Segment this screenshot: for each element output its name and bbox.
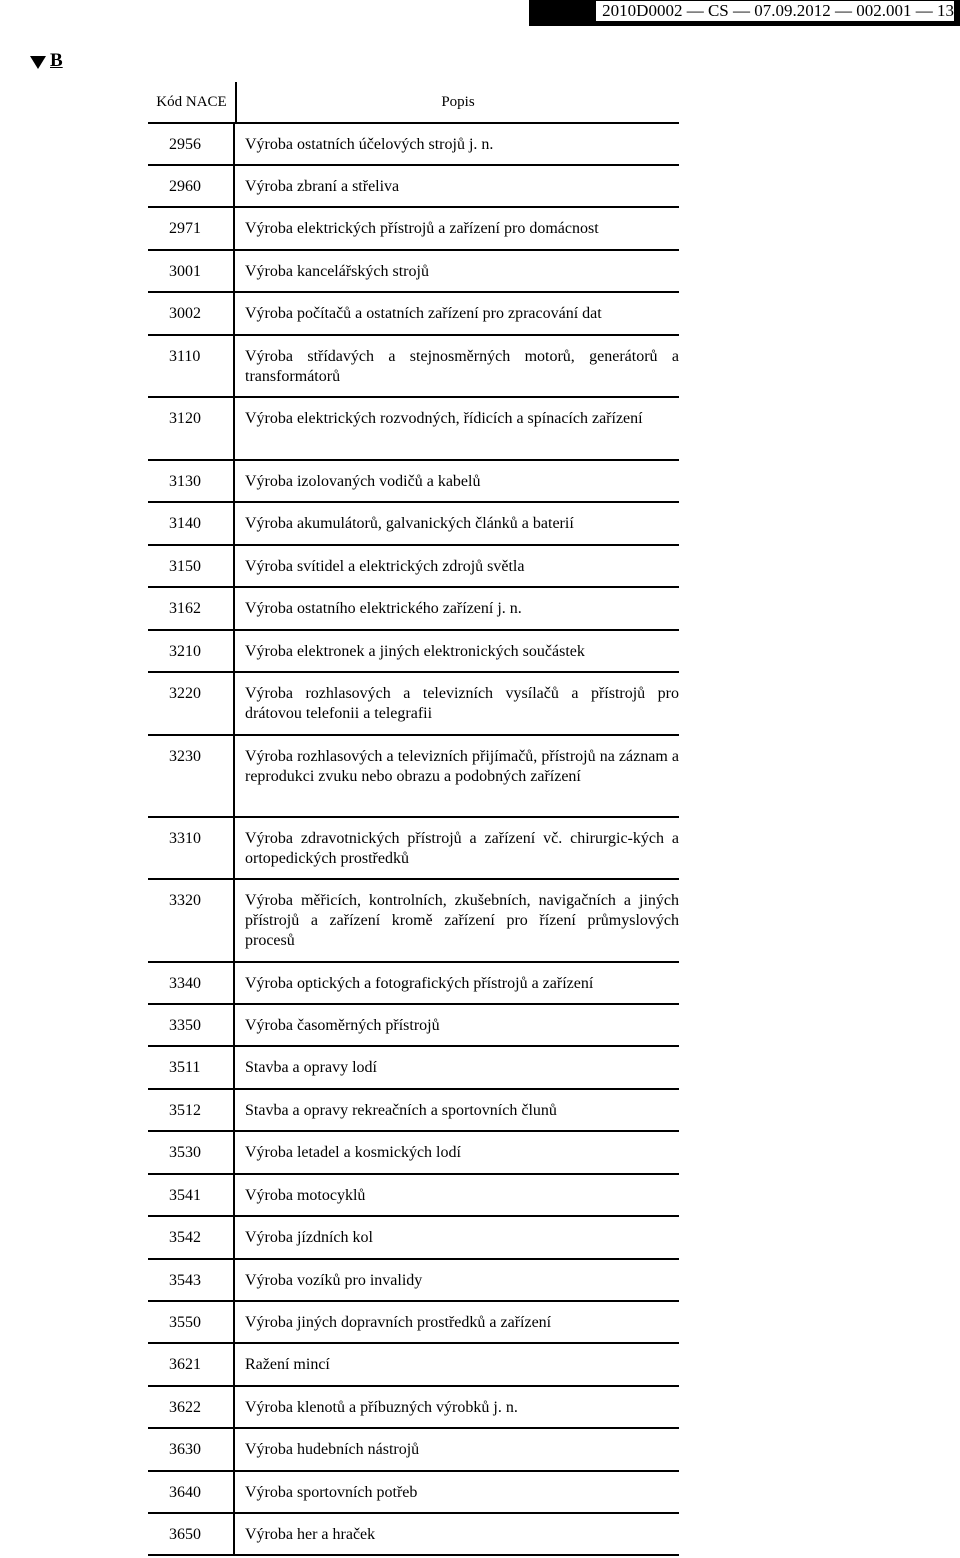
nace-code-cell: 3002 — [148, 293, 235, 334]
description-cell: Výroba časoměrných přístrojů — [245, 1017, 440, 1034]
nace-code-cell: 3130 — [148, 461, 235, 501]
nace-code-cell: 3210 — [148, 631, 235, 671]
description-cell: Výroba rozhlasových a televizních vysílačů a přístrojů pro drátovou telefonii a telegrafii — [245, 685, 679, 722]
table-body — [148, 124, 679, 1556]
nace-code-cell: 3310 — [148, 818, 235, 878]
table-row — [148, 1302, 679, 1344]
description-cell: Výroba ostatních účelových strojů j. n. — [245, 136, 494, 153]
nace-code-cell: 3512 — [148, 1090, 235, 1130]
column-header-code: Kód NACE — [148, 82, 237, 122]
table-row — [148, 293, 679, 336]
table-row — [148, 1047, 679, 1090]
table-row — [148, 1344, 679, 1387]
description-cell: Výroba motocyklů — [245, 1187, 366, 1204]
nace-code-cell: 3640 — [148, 1472, 235, 1512]
description-cell: Výroba střídavých a stejnosměrných motorů, generátorů a transformátorů — [245, 348, 679, 385]
nace-code-cell: 3110 — [148, 336, 235, 396]
section-marker-label: B — [50, 50, 63, 71]
nace-code-cell: 2956 — [148, 124, 235, 164]
description-cell: Výroba optických a fotografických přístrojů a zařízení — [245, 975, 594, 992]
table-row — [148, 1387, 679, 1429]
nace-code-cell: 3622 — [148, 1387, 235, 1427]
nace-code-cell: 3340 — [148, 963, 235, 1003]
nace-code-cell: 3162 — [148, 588, 235, 629]
header-rule — [529, 0, 960, 26]
table-row — [148, 1472, 679, 1514]
nace-code-cell: 3001 — [148, 251, 235, 291]
nace-code-cell: 3530 — [148, 1132, 235, 1173]
table-row — [148, 1514, 679, 1556]
table-row — [148, 546, 679, 588]
nace-code-cell: 3650 — [148, 1514, 235, 1554]
table-row — [148, 588, 679, 631]
section-marker — [30, 50, 63, 72]
table-row — [148, 1217, 679, 1260]
description-cell: Výroba počítačů a ostatních zařízení pro zpracování dat — [245, 305, 602, 322]
description-cell: Výroba zdravotnických přístrojů a zařízení vč. chirurgic-kých a ortopedických prostředků — [245, 830, 679, 867]
nace-code-cell: 3140 — [148, 503, 235, 544]
nace-code-cell: 2960 — [148, 166, 235, 206]
description-cell: Ražení mincí — [245, 1356, 330, 1373]
nace-code-cell: 3542 — [148, 1217, 235, 1258]
description-cell: Výroba kancelářských strojů — [245, 263, 429, 280]
table-row — [148, 1132, 679, 1175]
table-row — [148, 673, 679, 736]
table-row — [148, 398, 679, 461]
table-row — [148, 880, 679, 963]
nace-code-cell: 2971 — [148, 208, 235, 249]
column-header-description: Popis — [441, 93, 475, 110]
description-cell: Stavba a opravy lodí — [245, 1059, 377, 1076]
description-cell: Výroba izolovaných vodičů a kabelů — [245, 473, 481, 490]
nace-code-cell: 3150 — [148, 546, 235, 586]
description-cell: Výroba elektrických rozvodných, řídicích a spínacích zařízení — [245, 410, 643, 427]
table-row — [148, 1429, 679, 1472]
nace-code-cell: 3543 — [148, 1260, 235, 1300]
table-header — [148, 82, 679, 124]
table-row — [148, 251, 679, 293]
description-cell: Výroba jiných dopravních prostředků a zařízení — [245, 1314, 552, 1331]
nace-code-cell: 3220 — [148, 673, 235, 734]
table-row — [148, 503, 679, 546]
description-cell: Výroba rozhlasových a televizních přijímačů, přístrojů na záznam a reprodukci zvuku nebo obrazu a podobných zařízení — [245, 748, 679, 785]
description-cell: Výroba svítidel a elektrických zdrojů světla — [245, 558, 525, 575]
nace-code-cell: 3550 — [148, 1302, 235, 1342]
table-row — [148, 461, 679, 503]
description-cell: Stavba a opravy rekreačních a sportovních člunů — [245, 1102, 557, 1119]
nace-code-cell: 3630 — [148, 1429, 235, 1470]
nace-code-cell: 3350 — [148, 1005, 235, 1045]
description-cell: Výroba měřicích, kontrolních, zkušebních, navigačních a jiných přístrojů a zařízení kromě zařízení pro řízení průmyslových procesů — [245, 892, 679, 949]
nace-code-cell: 3541 — [148, 1175, 235, 1215]
nace-code-cell: 3621 — [148, 1344, 235, 1385]
document-reference: 2010D0002 — CS — 07.09.2012 — 002.001 — 13 — [596, 1, 954, 21]
description-cell: Výroba jízdních kol — [245, 1229, 373, 1246]
table-row — [148, 1260, 679, 1302]
description-cell: Výroba her a hraček — [245, 1526, 376, 1543]
description-cell: Výroba elektronek a jiných elektronických součástek — [245, 643, 585, 660]
table-row — [148, 166, 679, 208]
table-row — [148, 736, 679, 818]
description-cell: Výroba akumulátorů, galvanických článků a baterií — [245, 515, 574, 532]
description-cell: Výroba vozíků pro invalidy — [245, 1272, 423, 1289]
triangle-down-icon — [30, 56, 46, 69]
table-row — [148, 1175, 679, 1217]
description-cell: Výroba hudebních nástrojů — [245, 1441, 420, 1458]
table-row — [148, 208, 679, 251]
table-row — [148, 1090, 679, 1132]
description-cell: Výroba letadel a kosmických lodí — [245, 1144, 461, 1161]
nace-code-cell: 3511 — [148, 1047, 235, 1088]
nace-code-cell: 3230 — [148, 736, 235, 816]
description-cell: Výroba klenotů a příbuzných výrobků j. n. — [245, 1399, 518, 1416]
table-row — [148, 1005, 679, 1047]
description-cell: Výroba sportovních potřeb — [245, 1484, 418, 1501]
description-cell: Výroba elektrických přístrojů a zařízení pro domácnost — [245, 220, 599, 237]
table-row — [148, 124, 679, 166]
description-cell: Výroba ostatního elektrického zařízení j. n. — [245, 600, 522, 617]
table-row — [148, 963, 679, 1005]
description-cell: Výroba zbraní a střeliva — [245, 178, 400, 195]
nace-code-cell: 3320 — [148, 880, 235, 961]
table-row — [148, 336, 679, 398]
table-row — [148, 818, 679, 880]
table-row — [148, 631, 679, 673]
nace-code-cell: 3120 — [148, 398, 235, 459]
nace-table — [148, 82, 679, 1556]
